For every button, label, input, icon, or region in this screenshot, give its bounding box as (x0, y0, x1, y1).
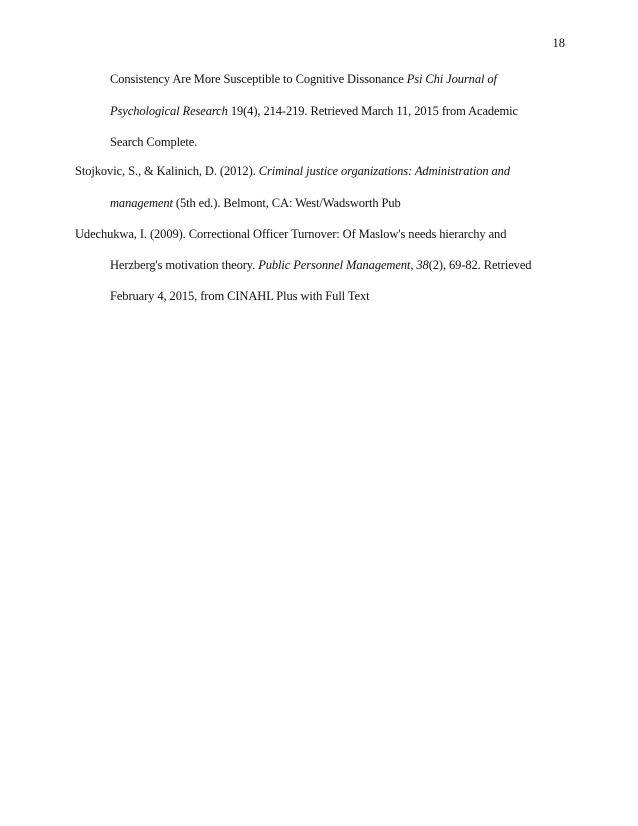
reference-line (110, 72, 497, 87)
reference-text: Herzberg's motivation theory. (110, 258, 259, 272)
reference-line (110, 258, 531, 273)
reference-italic-text: management (110, 196, 173, 210)
reference-line (110, 104, 518, 119)
reference-line (110, 289, 370, 304)
reference-italic-text: Psi Chi Journal of (406, 72, 497, 86)
reference-italic-text: Public Personnel Management (258, 258, 411, 272)
reference-text: (2), 69-82. Retrieved (428, 258, 532, 272)
reference-text: Udechukwa, I. (2009). Correctional Officer Turnover: Of Maslow's needs hierarchy and (75, 227, 507, 241)
reference-line (75, 164, 510, 179)
reference-text: (5th ed.). Belmont, CA: West/Wadsworth Pub (172, 196, 401, 210)
reference-text: Stojkovic, S., & Kalinich, D. (2012). (75, 164, 259, 178)
reference-italic-text: 38 (416, 258, 429, 272)
page-number: 18 (552, 36, 565, 50)
reference-line (75, 227, 506, 242)
reference-text: , (410, 258, 417, 272)
reference-line (110, 135, 197, 150)
reference-text: Consistency Are More Susceptible to Cognitive Dissonance (110, 72, 407, 86)
reference-italic-text: Psychological Research (110, 104, 228, 118)
reference-text: 19(4), 214-219. Retrieved March 11, 2015 from Academic (227, 104, 518, 118)
reference-line (110, 196, 401, 211)
reference-text: Search Complete. (110, 135, 198, 149)
reference-text: February 4, 2015, from CINAHL Plus with Full Text (110, 289, 370, 303)
reference-italic-text: Criminal justice organizations: Administration and (258, 164, 510, 178)
